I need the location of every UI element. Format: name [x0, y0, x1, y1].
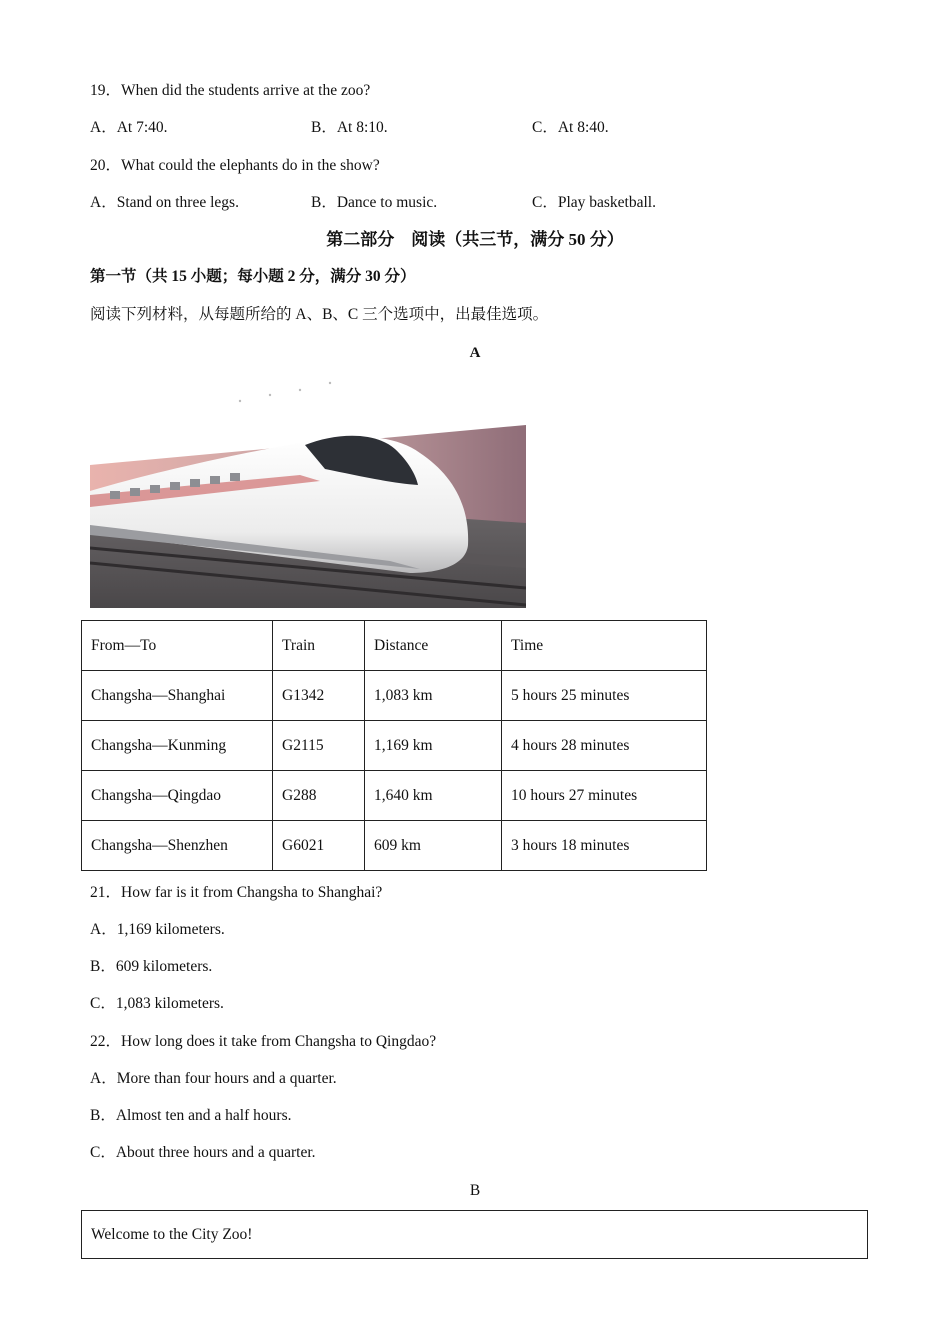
part2-title: 第二部分 阅读（共三节，满分 50 分）: [326, 230, 624, 249]
q21-option-b: B．609 kilometers.: [90, 958, 213, 975]
zoo-notice-title: Welcome to the City Zoo!: [91, 1226, 253, 1243]
q19-option-a: A．At 7:40.: [90, 119, 168, 136]
cell-distance: 609 km: [365, 821, 502, 871]
header-time: Time: [502, 621, 707, 671]
question-19-stem: 19．When did the students arrive at the zoo?: [90, 82, 371, 99]
cell-train: G2115: [273, 721, 365, 771]
cell-train: G288: [273, 771, 365, 821]
cell-time: 3 hours 18 minutes: [502, 821, 707, 871]
table-row: [82, 721, 707, 771]
cell-route: Changsha—Kunming: [82, 721, 273, 771]
q19-option-b: B．At 8:10.: [311, 119, 388, 136]
question-21-stem: 21．How far is it from Changsha to Shanghai?: [90, 884, 383, 901]
q22-option-a: A．More than four hours and a quarter.: [90, 1070, 337, 1087]
cell-train: G1342: [273, 671, 365, 721]
table-row: [82, 671, 707, 721]
q21-option-c: C．1,083 kilometers.: [90, 995, 224, 1012]
passage-b-label: B: [469, 1182, 481, 1199]
table-row: [82, 821, 707, 871]
cell-distance: 1,169 km: [365, 721, 502, 771]
high-speed-train-photo: [90, 373, 526, 608]
q20-option-b: B．Dance to music.: [311, 194, 438, 211]
question-22-stem: 22．How long does it take from Changsha to Qingdao?: [90, 1033, 437, 1050]
q21-option-a: A．1,169 kilometers.: [90, 921, 225, 938]
cell-time: 10 hours 27 minutes: [502, 771, 707, 821]
q22-option-b: B．Almost ten and a half hours.: [90, 1107, 292, 1124]
cell-time: 5 hours 25 minutes: [502, 671, 707, 721]
cell-route: Changsha—Qingdao: [82, 771, 273, 821]
reading-instruction: 阅读下列材料，从每题所给的 A、B、C 三个选项中，出最佳选项。: [90, 306, 549, 323]
q22-option-c: C．About three hours and a quarter.: [90, 1144, 316, 1161]
cell-time: 4 hours 28 minutes: [502, 721, 707, 771]
table-header-row: [82, 621, 707, 671]
passage-a-label: A: [469, 345, 481, 361]
q19-option-c: C．At 8:40.: [532, 119, 609, 136]
cell-train: G6021: [273, 821, 365, 871]
header-train: Train: [273, 621, 365, 671]
question-20-stem: 20．What could the elephants do in the show?: [90, 157, 380, 174]
cell-distance: 1,083 km: [365, 671, 502, 721]
table-row: [82, 771, 707, 821]
q20-option-c: C．Play basketball.: [532, 194, 656, 211]
header-distance: Distance: [365, 621, 502, 671]
q20-option-a: A．Stand on three legs.: [90, 194, 239, 211]
section1-heading: 第一节（共 15 小题；每小题 2 分，满分 30 分）: [90, 268, 416, 285]
cell-route: Changsha—Shenzhen: [82, 821, 273, 871]
zoo-notice-box: [81, 1210, 868, 1259]
train-schedule-table: [81, 620, 707, 871]
header-from-to: From—To: [82, 621, 273, 671]
cell-route: Changsha—Shanghai: [82, 671, 273, 721]
cell-distance: 1,640 km: [365, 771, 502, 821]
